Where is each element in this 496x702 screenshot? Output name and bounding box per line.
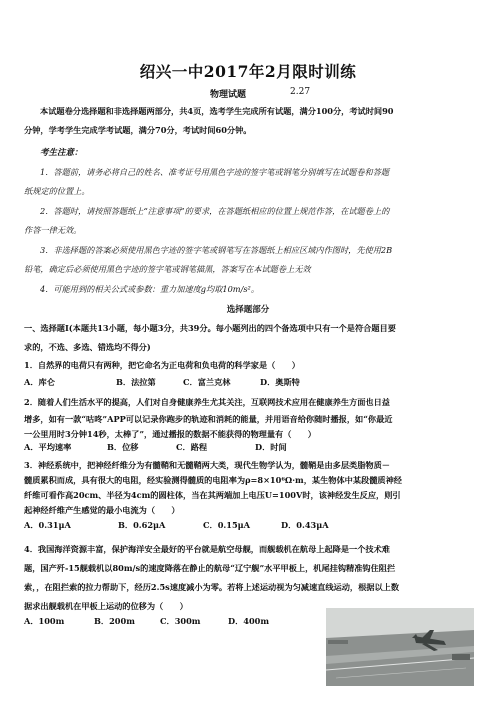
question-4-stem: 4．我国海洋资源丰富，保护海洋安全最好的平台就是航空母舰，而舰载机在航母上起降是一个技术难 [24,544,390,554]
question-4-stem: 题，国产歼-15舰载机以80m/s的速度降落在静止的航母“辽宁舰”水平甲板上，机尾挂钩精准钩住阻拦 [24,563,396,573]
q1-option-d: D．奥斯特 [260,377,300,387]
question-1-stem: 1．自然界的电荷只有两种，把它命名为正电荷和负电荷的科学家是（ ） [24,360,300,370]
carrier-jet-photo [326,608,474,686]
q2-option-d: D．时间 [255,442,287,452]
section-title: 选择题部分 [226,305,270,315]
q3-option-a: A．0.31μA [24,520,71,530]
q2-option-a: A．平均速率 [24,442,72,452]
notes-heading: 考生注意： [40,148,83,158]
note-line: 作答一律无效。 [24,225,82,235]
q3-option-b: B．0.62μA [118,520,166,530]
intro-line: 分钟，学考学生完成学考试题，满分70分，考试时间60分钟。 [24,125,252,135]
q4-option-a: A．100m [24,616,65,626]
note-line: 纸规定的位置上。 [24,186,90,196]
note-line: 3．非选择题的答案必须使用黑色字迹的签字笔或钢笔写在答题纸上相应区域内作图时，先使用2B [40,245,393,255]
q1-option-c: C．富兰克林 [183,377,231,387]
q2-option-b: B．位移 [107,442,139,452]
subject-title: 物理试题 [210,90,247,100]
q4-option-b: B．200m [94,616,135,626]
note-line: 2．答题时，请按照答题纸上“注意事项”的要求，在答题纸相应的位置上规范作答，在试题卷上的 [40,206,390,216]
q4-option-d: D．400m [228,616,270,626]
q2-option-c: C．路程 [176,442,208,452]
question-3-stem: 3．神经系统中，把神经纤维分为有髓鞘和无髓鞘两大类，现代生物学认为，髓鞘是由多层类脂物质－ [24,460,390,470]
section-intro: 求的，不选、多选、错选均不得分) [24,342,151,352]
question-2-stem: 一公里用时3分钟14秒，太棒了”，通过播报的数据不能获得的物理量有（ ） [24,429,316,439]
question-3-stem: 纤维可看作高20cm、半径为4cm的圆柱体，当在其两端加上电压U=100V时，该神经发生反应，则引 [24,490,401,500]
intro-line: 本试题卷分选择题和非选择题两部分，共4页，选考学生完成所有试题，满分100分，考试时间90 [40,106,394,116]
question-4-stem: 索，，在阻拦索的拉力帮助下，经历2.5s速度减小为零。若将上述运动视为匀减速直线运动，根据以上数 [24,582,400,592]
question-4-stem: 据求出舰载机在甲板上运动的位移为（ ） [24,601,188,611]
question-3-stem: 髓质累积而成，具有很大的电阻，经实验测得髓质的电阻率为ρ=8×10⁶Ω·m，某生物体中某段髓质神经 [24,475,402,485]
exam-title: 绍兴一中2017年2月限时训练 [139,62,357,81]
q4-option-c: C．300m [160,616,201,626]
q3-option-c: C．0.15μA [203,520,250,530]
note-line: 1．答题前，请务必将自己的姓名、准考证号用黑色字迹的签字笔或钢笔分别填写在试题卷和答题 [40,167,390,177]
q1-option-a: A．库仑 [24,377,55,387]
question-3-stem: 起神经纤维产生感觉的最小电流为（ ） [24,505,180,515]
exam-date: 2.27 [290,87,311,97]
question-2-stem: 增多，如有一款“咕咚”APP可以记录你跑步的轨迹和消耗的能量，并用语音给你随时播报，如“你最近 [24,414,393,424]
q1-option-b: B．法拉第 [116,377,156,387]
q3-option-d: D．0.43μA [281,520,329,530]
question-2-stem: 2．随着人们生活水平的提高，人们对自身健康养生尤其关注，互联网技术应用在健康养生方面也日益 [24,397,390,407]
section-intro: 一、选择题Ⅰ(本题共13小题，每小题3分，共39分。每小题列出的四个备选项中只有一个是符合题目要 [24,323,396,333]
note-line: 4．可能用到的相关公式或参数：重力加速度g均取10m/s²。 [40,284,260,294]
carrier-jet-illustration [326,608,474,686]
note-line: 铅笔，确定后必须使用黑色字迹的签字笔或钢笔描黑，答案写在本试题卷上无效 [24,264,311,274]
